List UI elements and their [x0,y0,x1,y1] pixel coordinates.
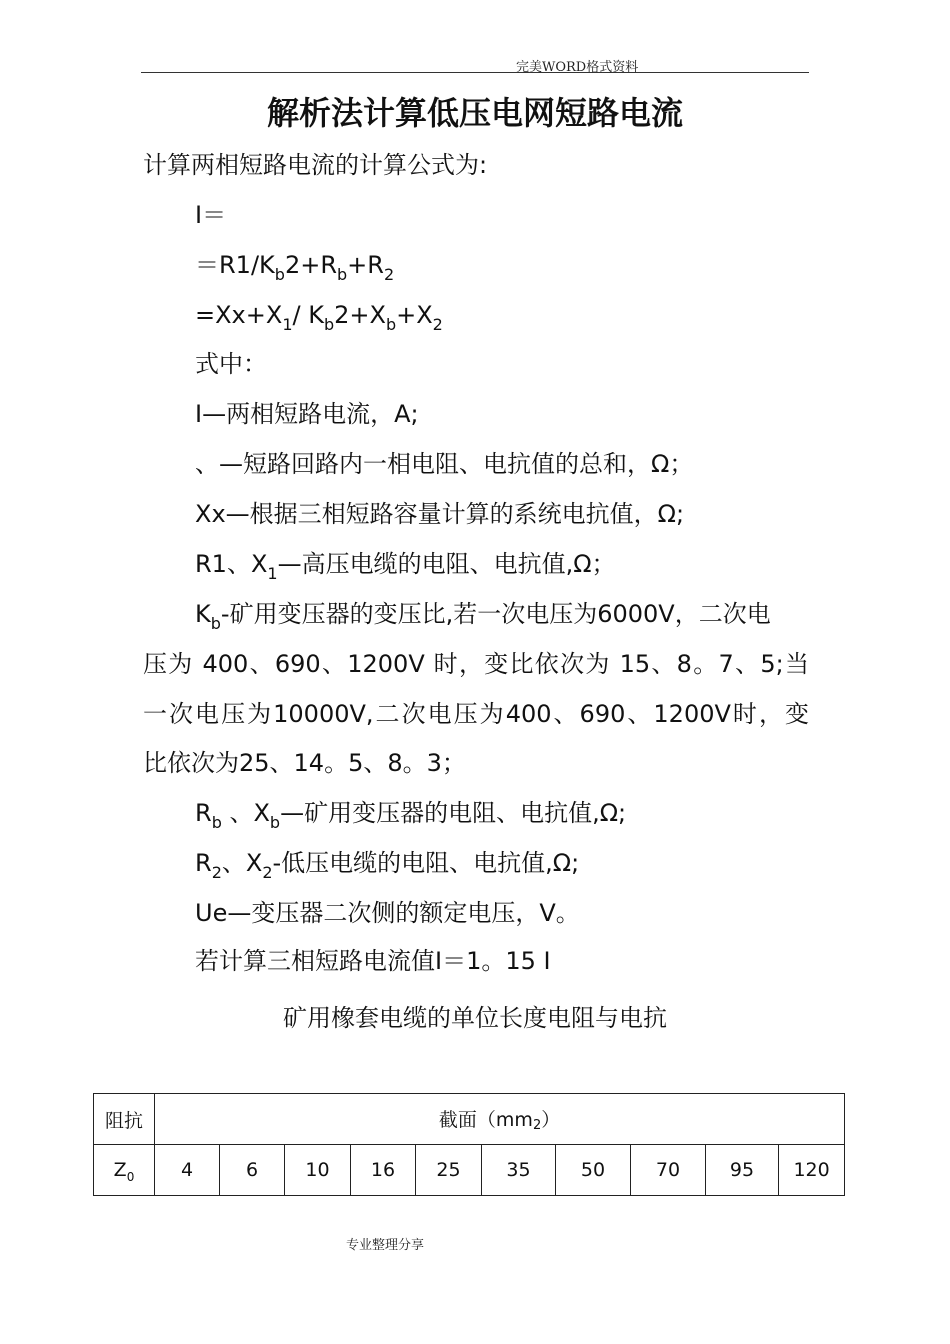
definition-transformer-ratio-line-4: 比依次为25、14。5、8。3； [143,749,466,777]
definition-rated-voltage: Ue—变压器二次侧的额定电压，V。 [195,899,580,927]
impedance-label-cell: 阻抗 [94,1094,155,1145]
section-cell: 6 [220,1145,285,1196]
section-cell: 70 [631,1145,706,1196]
definition-current: I—两相短路电流，A; [195,400,419,428]
definition-transformer-ratio-line-3: 一次电压为10000V,二次电压为400、690、1200V时，变 [143,700,809,728]
header-rule [141,72,809,73]
section-header-cell: 截面（mm2） [155,1094,845,1145]
formula-line-3: $=Xx+X_1/$ $K_b2+X_b+X_2$ [195,301,443,334]
definition-hv-cable: R1、$X_1—$高压电缆的电阻、电抗值,Ω； [195,550,616,583]
section-cell: 120 [779,1145,845,1196]
table-caption: 矿用橡套电缆的单位长度电阻与电抗 [283,1004,667,1032]
section-cell: 95 [706,1145,779,1196]
where-label: 式中： [195,350,267,378]
table-row [94,1145,845,1196]
definition-total-impedance: 、—短路回路内一相电阻、电抗值的总和，Ω； [195,450,694,478]
page-header: 完美WORD格式资料 [516,60,639,75]
definition-transformer-ratio: $K_b-$矿用变压器的变压比,若一次电压为6000V，二次电 [195,600,771,633]
intro-text: 计算两相短路电流的计算公式为: [143,151,488,179]
section-cell: 4 [155,1145,220,1196]
section-cell: 16 [351,1145,416,1196]
definition-lv-cable: $R_2$、$X_2-$低压电缆的电阻、电抗值,Ω; [195,849,580,882]
section-cell: 50 [556,1145,631,1196]
formula-line-2: $=R1/K_b2+R_b+R_2$ [195,251,395,284]
section-cell: 10 [285,1145,351,1196]
definition-transformer-impedance: $R_b$ 、$X_b—$矿用变压器的电阻、电抗值,Ω; [195,799,627,832]
definition-system-reactance: Xx—根据三相短路容量计算的系统电抗值，Ω; [195,500,685,528]
section-cell: 25 [416,1145,482,1196]
z0-label-cell: $Z_0$ [94,1145,155,1196]
three-phase-formula: 若计算三相短路电流值I＝1。15 I [195,947,551,975]
page-footer: 专业整理分享 [346,1238,425,1253]
formula-line-1: I＝ [195,201,227,229]
document-title: 解析法计算低压电网短路电流 [266,94,683,132]
impedance-table [93,1093,845,1196]
definition-transformer-ratio-line-2: 压为 400、690、1200V 时，变比依次为 15、8。7、5;当 [143,650,809,678]
table-row [94,1094,845,1145]
section-cell: 35 [482,1145,556,1196]
